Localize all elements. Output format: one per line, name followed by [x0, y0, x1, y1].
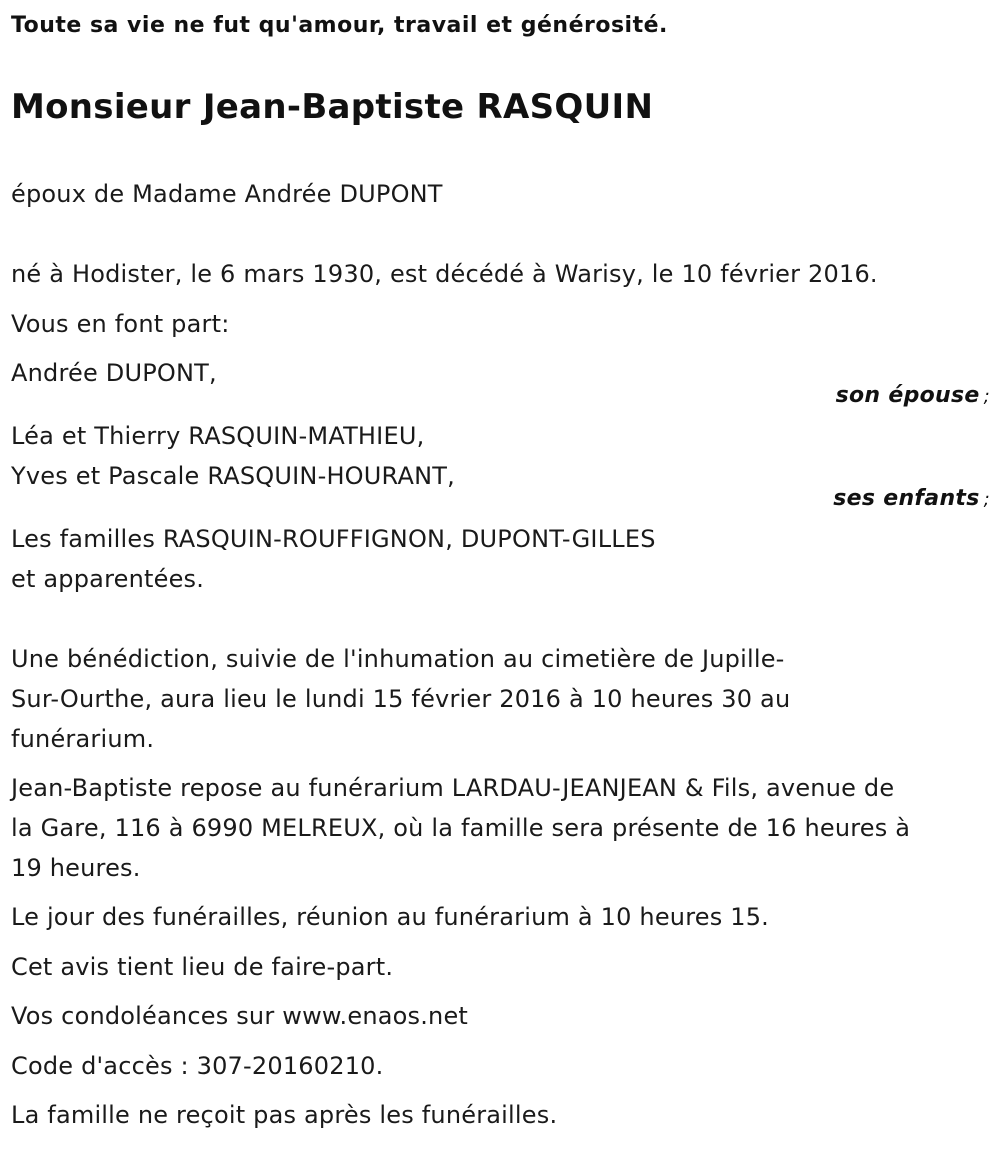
children-role-label	[833, 484, 990, 515]
families-line-2: et apparentées.	[11, 565, 205, 593]
ceremony-line-2: Sur-Ourthe, aura lieu le lundi 15 février 2016 à 10 heures 30 au	[11, 685, 791, 713]
ceremony-line-3: funérarium.	[11, 725, 155, 753]
access-code-line: Code d'accès : 307-20160210.	[11, 1052, 384, 1080]
closing-line: La famille ne reçoit pas après les funérailles.	[11, 1101, 558, 1129]
child-line-2: Yves et Pascale RASQUIN-HOURANT,	[11, 462, 455, 490]
birth-death-line: né à Hodister, le 6 mars 1930, est décédé à Warisy, le 10 février 2016.	[11, 260, 878, 288]
children-role-text: ses enfants	[833, 486, 980, 511]
deceased-name: Monsieur Jean-Baptiste RASQUIN	[11, 87, 654, 127]
repose-line-3: 19 heures.	[11, 854, 141, 882]
spouse-role-separator: ;	[983, 386, 990, 407]
funeral-meeting-line: Le jour des funérailles, réunion au funérarium à 10 heures 15.	[11, 903, 770, 931]
ceremony-line-1: Une bénédiction, suivie de l'inhumation au cimetière de Jupille-	[11, 645, 785, 673]
motto: Toute sa vie ne fut qu'amour, travail et générosité.	[11, 13, 668, 38]
spouse-line: époux de Madame Andrée DUPONT	[11, 180, 443, 208]
repose-line-2: la Gare, 116 à 6990 MELREUX, où la famille sera présente de 16 heures à	[11, 814, 911, 842]
repose-line-1: Jean-Baptiste repose au funérarium LARDAU-JEANJEAN & Fils, avenue de	[11, 774, 895, 802]
families-line-1: Les familles RASQUIN-ROUFFIGNON, DUPONT-GILLES	[11, 525, 656, 553]
spouse-name: Andrée DUPONT,	[11, 359, 217, 387]
children-role-separator: ;	[983, 489, 990, 510]
child-line-1: Léa et Thierry RASQUIN-MATHIEU,	[11, 422, 425, 450]
condolences-line: Vos condoléances sur www.enaos.net	[11, 1002, 469, 1030]
announcement-intro: Vous en font part:	[11, 310, 230, 338]
notice-note-line: Cet avis tient lieu de faire-part.	[11, 953, 394, 981]
spouse-role-label	[836, 381, 990, 412]
spouse-role-text: son épouse	[835, 383, 980, 408]
